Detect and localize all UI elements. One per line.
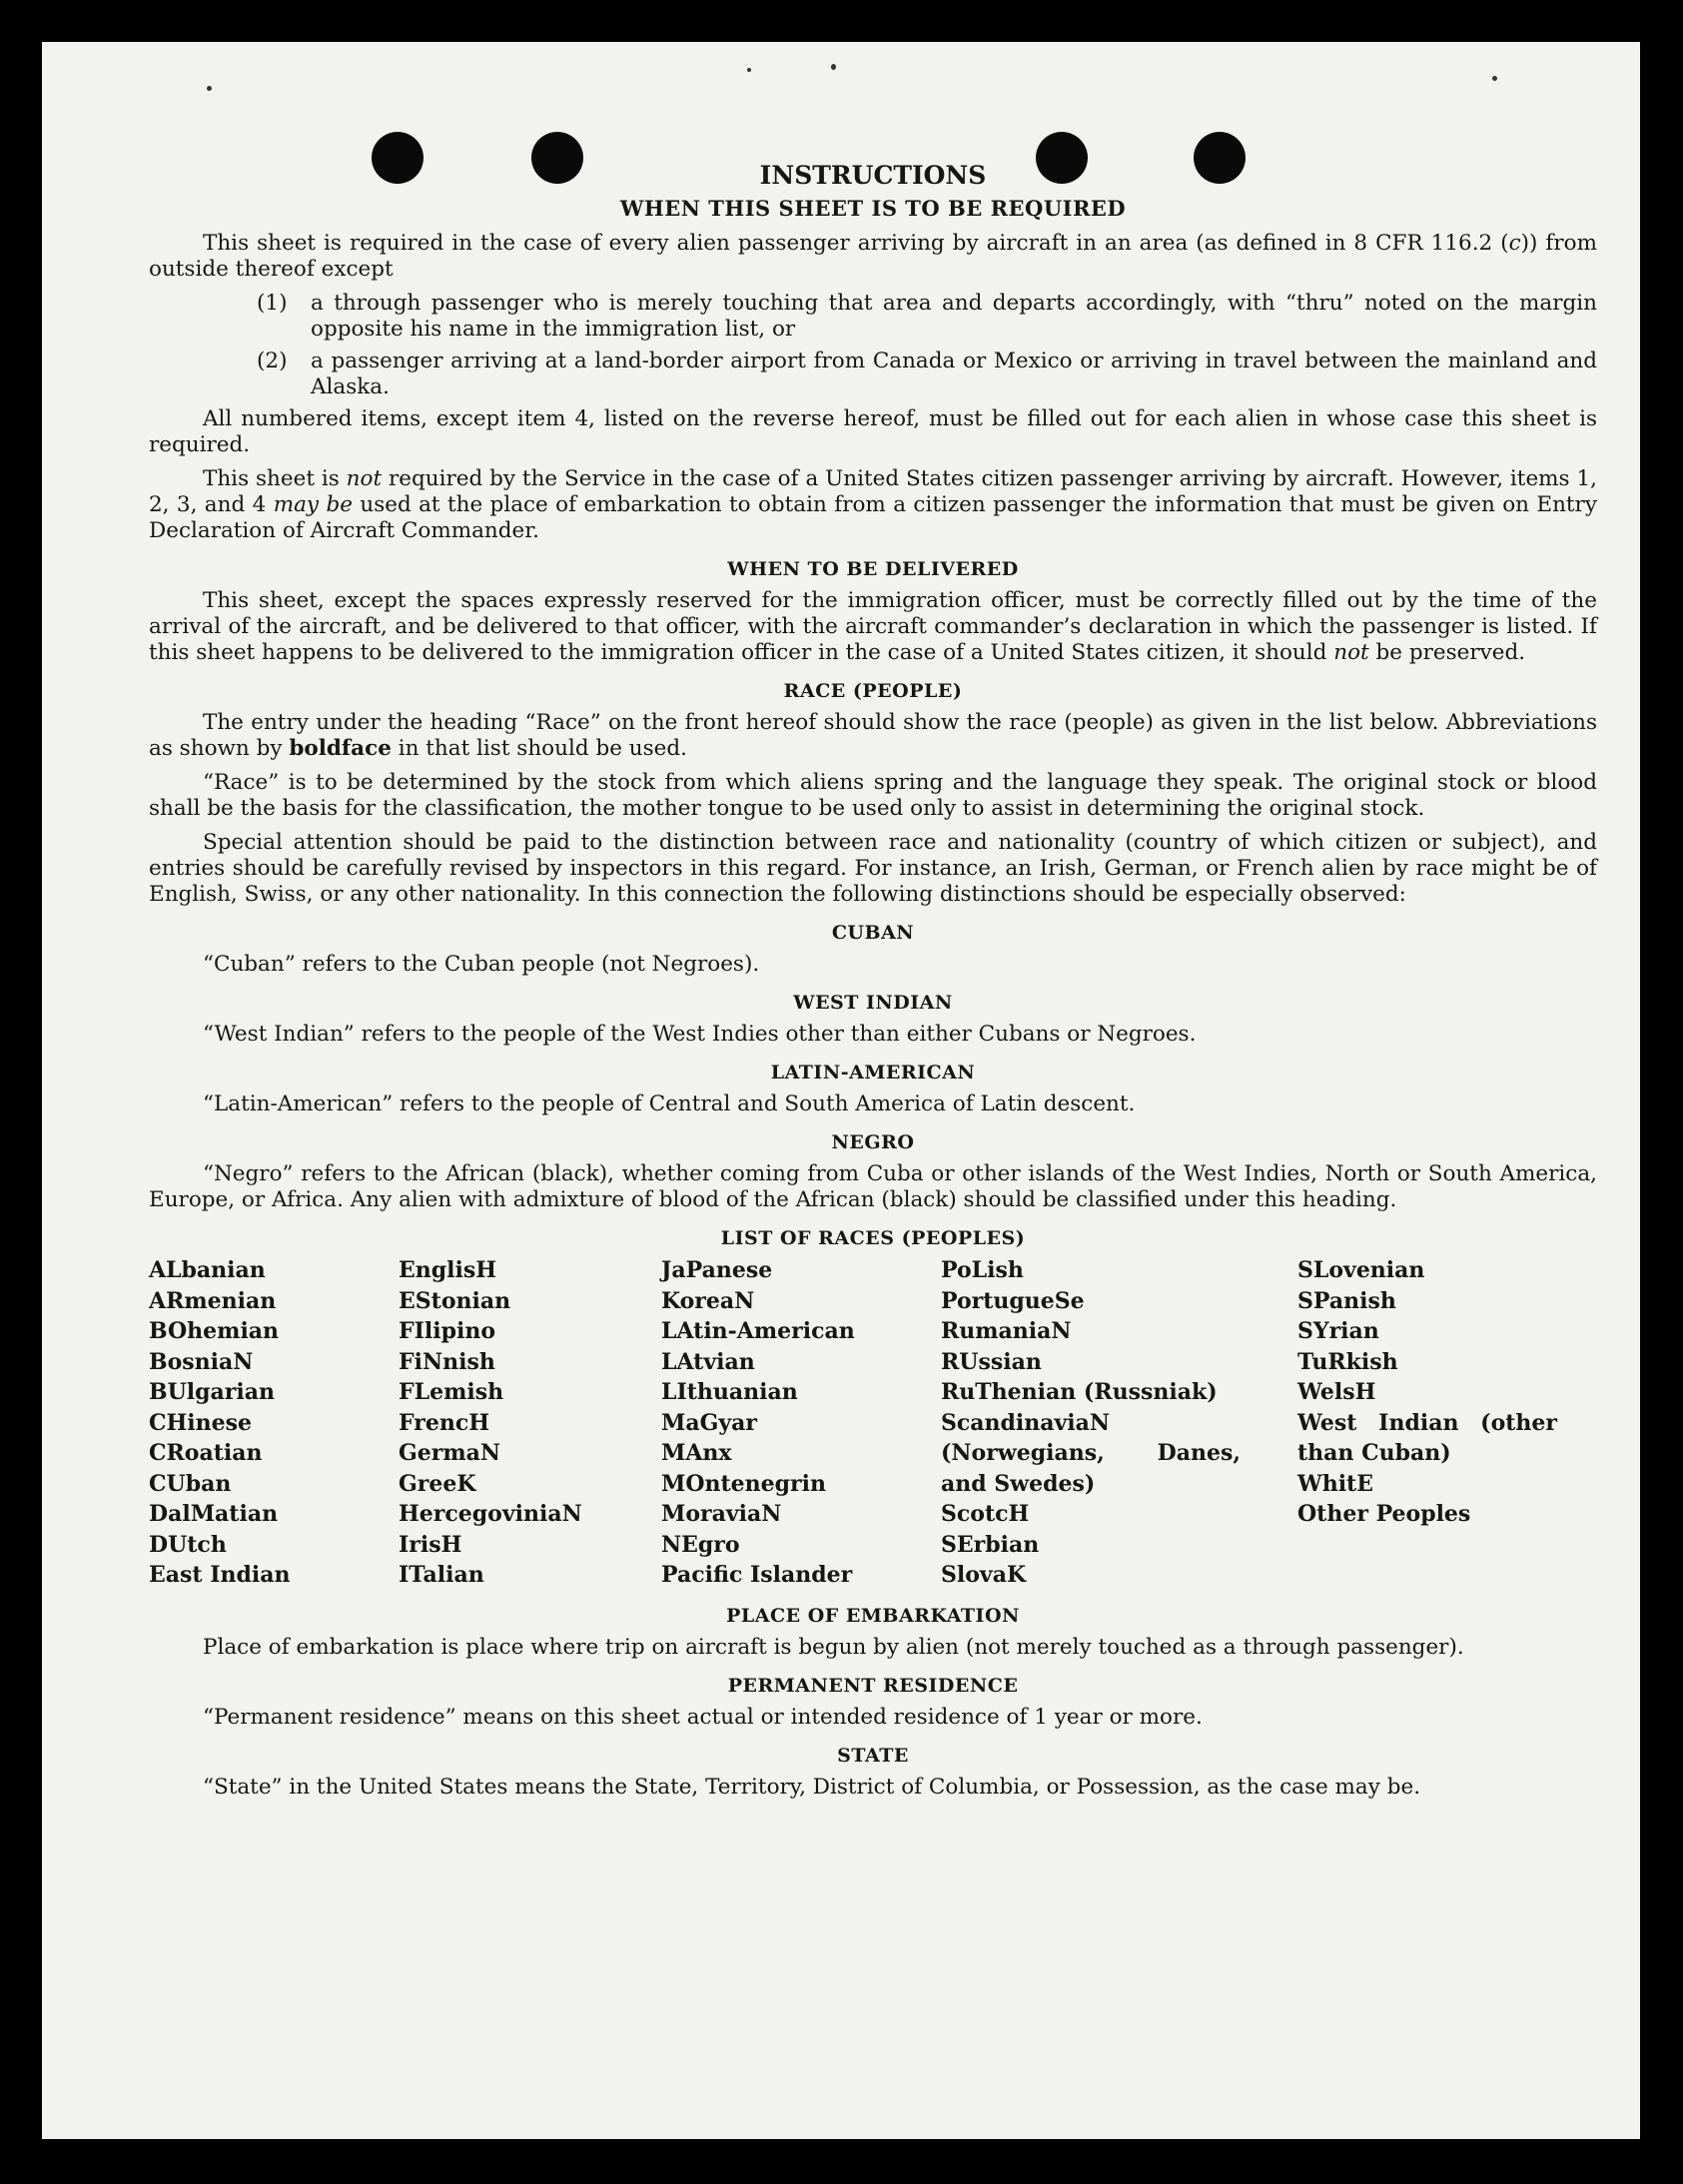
race-item: Pacific Islander bbox=[661, 1562, 853, 1588]
race-item: PortugueSe bbox=[941, 1287, 1085, 1314]
paragraph-delivered: This sheet, except the spaces expressly reserved for the immigration officer, must be correctly filled out by the time of the arrival of the aircraft, and be delivered to that officer, with the aircraft commander’s declaration in which the passenger is listed. If this sheet happens to be delivered to the immigration officer in the case of a United States citizen, it should not be preserved. bbox=[149, 588, 1597, 665]
race-item: CUban bbox=[149, 1470, 232, 1497]
speck bbox=[747, 68, 751, 72]
paragraph-race-stock: “Race” is to be determined by the stock from which aliens spring and the language they speak. The original stock or blood shall be the basis for the classification, the mother tongue to be used only to assist in determining the original stock. bbox=[149, 770, 1597, 821]
race-item: RuThenian (Russniak) bbox=[941, 1379, 1218, 1405]
race-item: DalMatian bbox=[149, 1501, 279, 1527]
race-item: MaGyar bbox=[661, 1409, 758, 1436]
race-item: MoraviaN bbox=[661, 1501, 782, 1527]
paragraph-state: “State” in the United States means the State, Territory, District of Columbia, or Possession, as the case may be. bbox=[203, 1774, 1421, 1800]
race-item: PoLish bbox=[941, 1257, 1024, 1283]
paragraph-embarkation: Place of embarkation is place where trip on aircraft is begun by alien (not merely touched as a through passenger). bbox=[203, 1634, 1464, 1660]
race-item: West Indian (other than Cuban) bbox=[1297, 1409, 1557, 1466]
race-item: ScotcH bbox=[941, 1501, 1030, 1527]
race-item: ALbanian bbox=[149, 1257, 266, 1283]
race-item: IrisH bbox=[399, 1531, 462, 1558]
page-title: INSTRUCTIONS bbox=[759, 161, 987, 190]
race-item: East Indian bbox=[149, 1562, 291, 1588]
race-item: EStonian bbox=[399, 1287, 511, 1314]
paragraph-race-nationality: Special attention should be paid to the distinction between race and nationality (country of which citizen or subject), and entries should be carefully revised by inspectors in this regard. For instance, an Irish, German, or French alien by race might be of English, Swiss, or any other nationality. In this connection the following distinctions should be especially observed: bbox=[149, 830, 1597, 907]
paragraph-negro: “Negro” refers to the African (black), whether coming from Cuba or other islands of the West Indies, North or South America, Europe, or Africa. Any alien with admixture of blood of the African (black) should be classified under this heading. bbox=[149, 1161, 1597, 1212]
paragraph-required-intro: This sheet is required in the case of every alien passenger arriving by aircraft in an area (as defined in 8 CFR 116.2 (c)) from outside thereof except bbox=[149, 231, 1597, 282]
race-item: SPanish bbox=[1297, 1287, 1396, 1314]
paragraph-latin-american: “Latin-American” refers to the people of Central and South America of Latin descent. bbox=[203, 1092, 1136, 1116]
speck bbox=[207, 86, 212, 91]
race-item: LAtin-American bbox=[661, 1318, 855, 1344]
race-item: LAtvian bbox=[661, 1348, 755, 1375]
heading-west-indian: WEST INDIAN bbox=[793, 992, 953, 1014]
paragraph-residence: “Permanent residence” means on this sheet actual or intended residence of 1 year or more. bbox=[203, 1704, 1203, 1730]
race-item: LIthuanian bbox=[661, 1379, 798, 1405]
race-item: CHinese bbox=[149, 1409, 253, 1436]
speck bbox=[1492, 76, 1497, 81]
instructions-content bbox=[149, 160, 1597, 1809]
race-item: WelsH bbox=[1297, 1379, 1376, 1405]
paragraph-west-indian: “West Indian” refers to the people of the West Indies other than either Cubans or Negroes. bbox=[203, 1022, 1197, 1047]
race-item: SLovenian bbox=[1297, 1257, 1425, 1283]
heading-cuban: CUBAN bbox=[831, 922, 915, 944]
race-item: FrencH bbox=[399, 1409, 489, 1436]
race-item: MAnx bbox=[661, 1440, 732, 1466]
race-item: SlovaK bbox=[941, 1562, 1027, 1588]
race-item: SErbian bbox=[941, 1531, 1040, 1558]
race-item: NEgro bbox=[661, 1531, 740, 1558]
document-sheet bbox=[42, 42, 1640, 2139]
heading-state: STATE bbox=[837, 1744, 909, 1767]
speck bbox=[831, 64, 836, 70]
race-item: WhitE bbox=[1297, 1470, 1373, 1497]
race-column-2 bbox=[399, 1255, 661, 1591]
race-item: MOntenegrin bbox=[661, 1470, 826, 1497]
race-item: FIlipino bbox=[399, 1318, 496, 1344]
race-item: JaPanese bbox=[661, 1257, 773, 1283]
race-item: GermaN bbox=[399, 1440, 501, 1466]
heading-list-of-races: LIST OF RACES (PEOPLES) bbox=[720, 1227, 1026, 1249]
exception-item-2: (2) a passenger arriving at a land-border airport from Canada or Mexico or arriving in travel between the mainland and Alaska. bbox=[257, 349, 1597, 399]
race-item: TuRkish bbox=[1297, 1348, 1398, 1375]
race-item: SYrian bbox=[1297, 1318, 1379, 1344]
heading-latin-american: LATIN-AMERICAN bbox=[770, 1062, 976, 1084]
heading-when-delivered: WHEN TO BE DELIVERED bbox=[727, 558, 1019, 580]
race-item: ITalian bbox=[399, 1562, 484, 1588]
heading-race: RACE (PEOPLE) bbox=[783, 680, 963, 702]
paragraph-numbered-items: All numbered items, except item 4, listed on the reverse hereof, must be filled out for each alien in whose case this sheet is required. bbox=[149, 406, 1597, 457]
race-item: FLemish bbox=[399, 1379, 504, 1405]
race-item: BOhemian bbox=[149, 1318, 280, 1344]
race-item: HercegoviniaN bbox=[399, 1501, 582, 1527]
race-item: EnglisH bbox=[399, 1257, 497, 1283]
race-list bbox=[149, 1255, 1597, 1591]
race-item: CRoatian bbox=[149, 1440, 263, 1466]
race-item: GreeK bbox=[399, 1470, 476, 1497]
race-column-3 bbox=[661, 1255, 941, 1591]
exception-item-1: (1) a through passenger who is merely touching that area and departs accordingly, with “thru” noted on the margin opposite his name in the immigration list, or bbox=[257, 291, 1597, 342]
race-column-5 bbox=[1297, 1255, 1597, 1591]
race-item: ScandinaviaN (Norwegians, Danes, and Swedes) bbox=[941, 1409, 1241, 1497]
race-item: RumaniaN bbox=[941, 1318, 1072, 1344]
race-item: DUtch bbox=[149, 1531, 227, 1558]
race-item: BUlgarian bbox=[149, 1379, 275, 1405]
heading-when-required: WHEN THIS SHEET IS TO BE REQUIRED bbox=[619, 196, 1127, 221]
race-item: Other Peoples bbox=[1297, 1501, 1471, 1527]
paragraph-race-entry: The entry under the heading “Race” on the front hereof should show the race (people) as given in the list below. Abbreviations as shown by boldface in that list should be used. bbox=[149, 710, 1597, 761]
paragraph-citizen: This sheet is not required by the Service in the case of a United States citizen passenger arriving by aircraft. However, items 1, 2, 3, and 4 may be used at the place of embarkation to obtain from a citizen passenger the information that must be given on Entry Declaration of Aircraft Commander. bbox=[149, 466, 1597, 543]
heading-place-of-embarkation: PLACE OF EMBARKATION bbox=[726, 1604, 1020, 1627]
race-item: ARmenian bbox=[149, 1287, 277, 1314]
paragraph-cuban: “Cuban” refers to the Cuban people (not Negroes). bbox=[203, 952, 760, 977]
heading-negro: NEGRO bbox=[831, 1131, 915, 1153]
race-column-1 bbox=[149, 1255, 399, 1591]
race-item: BosniaN bbox=[149, 1348, 254, 1375]
race-column-4 bbox=[941, 1255, 1297, 1591]
race-item: RUssian bbox=[941, 1348, 1042, 1375]
race-item: KoreaN bbox=[661, 1287, 755, 1314]
race-item: FiNnish bbox=[399, 1348, 495, 1375]
heading-permanent-residence: PERMANENT RESIDENCE bbox=[727, 1674, 1019, 1697]
